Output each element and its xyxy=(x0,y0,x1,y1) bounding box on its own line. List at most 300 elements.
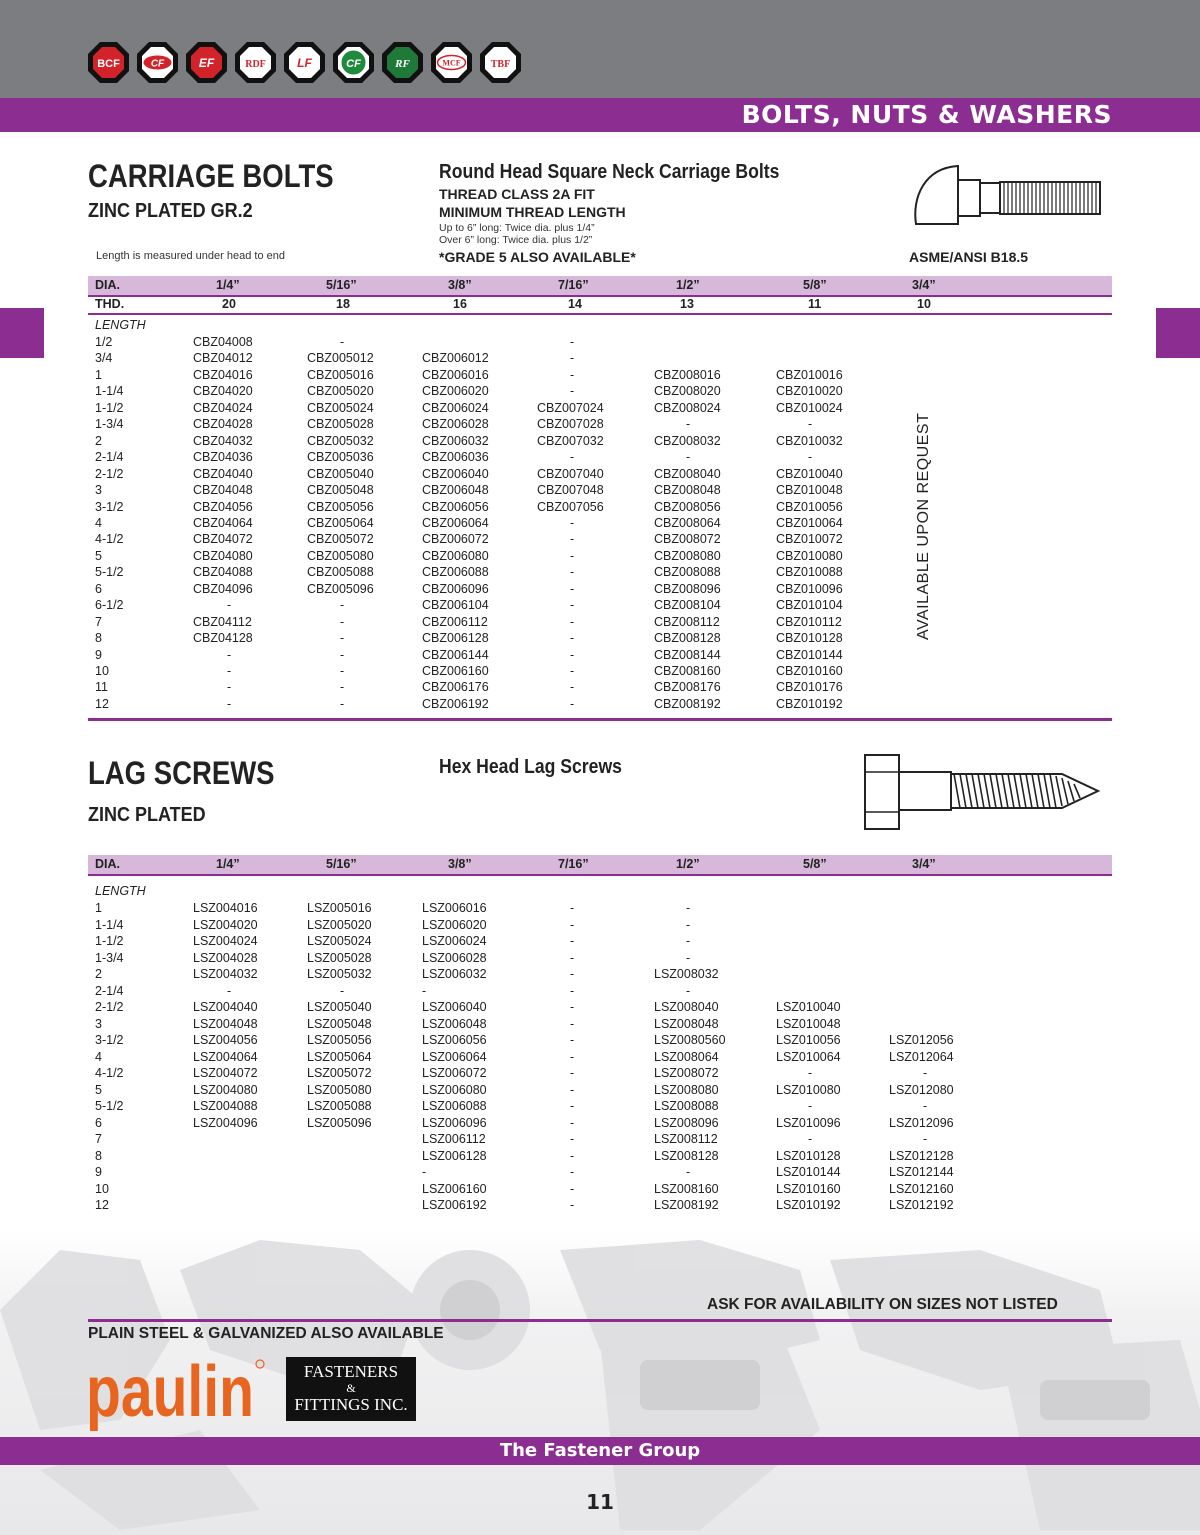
part-number-cell: LSZ006064 xyxy=(422,1049,487,1064)
part-number-cell: LSZ004040 xyxy=(193,1000,258,1014)
part-number-cell: CBZ04040 xyxy=(193,466,253,481)
part-number-cell: - xyxy=(570,598,575,613)
dia-header-cell: 3/8” xyxy=(448,857,472,871)
part-number-cell: - xyxy=(570,1066,575,1080)
part-number-cell: LSZ006024 xyxy=(422,934,487,948)
length-cell: 2 xyxy=(95,967,102,981)
part-number-cell: CBZ010024 xyxy=(776,400,843,415)
part-number-cell: CBZ04072 xyxy=(193,532,253,547)
part-number-cell: - xyxy=(570,680,575,695)
part-number-cell: LSZ006048 xyxy=(422,1016,487,1031)
part-number-cell: LSZ005024 xyxy=(307,934,372,948)
part-number-cell: CBZ006032 xyxy=(422,433,489,448)
part-number-cell: CBZ008088 xyxy=(654,565,721,580)
part-number-cell: LSZ010056 xyxy=(776,1033,841,1047)
part-number-cell: CBZ010176 xyxy=(776,680,843,695)
part-number-cell: CBZ04064 xyxy=(193,515,253,530)
part-number-cell: CBZ005088 xyxy=(307,565,374,580)
length-cell: 6 xyxy=(95,581,102,596)
part-number-cell: LSZ012080 xyxy=(889,1082,954,1097)
part-number-cell: LSZ004028 xyxy=(193,950,258,965)
svg-text:CF: CF xyxy=(150,58,165,70)
thd-header-cell: 20 xyxy=(222,297,236,311)
part-number-cell: CBZ04012 xyxy=(193,351,253,366)
part-number-cell: LSZ006028 xyxy=(422,950,487,965)
length-cell: 2-1/4 xyxy=(95,983,124,998)
length-cell: 4 xyxy=(95,515,102,530)
part-number-cell: LSZ004072 xyxy=(193,1066,258,1080)
part-number-cell: LSZ010064 xyxy=(776,1049,841,1064)
part-number-cell: - xyxy=(422,1165,427,1179)
part-number-cell: CBZ04008 xyxy=(193,335,253,349)
part-number-cell: - xyxy=(570,384,575,399)
part-number-cell: - xyxy=(808,1066,813,1080)
svg-text:LF: LF xyxy=(297,56,312,70)
length-cell: 3 xyxy=(95,1016,102,1031)
part-number-cell: CBZ006128 xyxy=(422,631,489,646)
part-number-cell: LSZ010040 xyxy=(776,1000,841,1014)
part-number-cell: CBZ006024 xyxy=(422,400,489,415)
part-number-cell: LSZ006020 xyxy=(422,917,487,932)
part-number-cell: - xyxy=(686,917,691,932)
part-number-cell: CBZ005080 xyxy=(307,548,374,563)
standard-label: ASME/ANSI B18.5 xyxy=(909,249,1029,265)
part-number-cell: LSZ012192 xyxy=(889,1198,954,1212)
length-cell: 5-1/2 xyxy=(95,1099,124,1113)
page-number: 11 xyxy=(586,1490,614,1514)
thd-label: THD. xyxy=(95,297,125,311)
part-number-cell: LSZ005020 xyxy=(307,917,372,932)
part-number-cell: - xyxy=(340,664,345,678)
carriage-bolt-icon xyxy=(910,158,1110,238)
part-number-cell: CBZ04028 xyxy=(193,417,253,432)
part-number-cell: LSZ012064 xyxy=(889,1049,954,1064)
part-number-cell: LSZ006088 xyxy=(422,1099,487,1113)
length-cell: 10 xyxy=(95,664,109,678)
part-number-cell: LSZ005096 xyxy=(307,1115,372,1130)
part-number-cell: LSZ008040 xyxy=(654,1000,719,1014)
part-number-cell: - xyxy=(570,614,575,629)
part-number-cell: LSZ008064 xyxy=(654,1049,719,1064)
svg-text:RF: RF xyxy=(395,58,410,70)
part-number-cell: LSZ004064 xyxy=(193,1049,258,1064)
side-tab-right xyxy=(1156,308,1200,358)
part-number-cell: LSZ006032 xyxy=(422,967,487,981)
section-bar xyxy=(0,98,1200,132)
part-number-cell: - xyxy=(686,450,691,465)
part-number-cell: CBZ005064 xyxy=(307,515,374,530)
part-number-cell: CBZ005056 xyxy=(307,499,374,514)
length-cell: 1-1/2 xyxy=(95,934,124,948)
dia-header-cell: 7/16” xyxy=(558,857,589,871)
length-cell: 1 xyxy=(95,367,102,382)
part-number-cell: LSZ012128 xyxy=(889,1148,954,1163)
part-number-cell: LSZ012096 xyxy=(889,1115,954,1130)
part-number-cell: CBZ010160 xyxy=(776,664,843,678)
part-number-cell: CBZ006080 xyxy=(422,548,489,563)
part-number-cell: CBZ04080 xyxy=(193,548,253,563)
part-number-cell: LSZ006128 xyxy=(422,1148,487,1163)
part-number-cell: CBZ008112 xyxy=(654,614,720,629)
paulin-logo xyxy=(86,1352,266,1432)
part-number-cell: LSZ010048 xyxy=(776,1016,841,1031)
part-number-cell: LSZ010144 xyxy=(776,1165,841,1179)
part-number-cell: CBZ04016 xyxy=(193,367,253,382)
part-number-cell: - xyxy=(340,680,345,695)
lag-screw-icon xyxy=(862,752,1102,832)
part-number-cell: CBZ04032 xyxy=(193,433,253,448)
length-cell: 10 xyxy=(95,1181,109,1196)
part-number-cell: LSZ010192 xyxy=(776,1198,841,1212)
part-number-cell: LSZ012144 xyxy=(889,1165,954,1179)
part-number-cell: CBZ008032 xyxy=(654,433,721,448)
length-cell: 12 xyxy=(95,696,109,711)
grade5-note: *GRADE 5 ALSO AVAILABLE* xyxy=(439,249,636,265)
length-label: LENGTH xyxy=(95,884,146,898)
part-number-cell: LSZ004032 xyxy=(193,967,258,981)
part-number-cell: CBZ008024 xyxy=(654,400,721,415)
part-number-cell: LSZ0080560 xyxy=(654,1033,726,1047)
length-cell: 5 xyxy=(95,548,102,563)
thd-header-cell: 18 xyxy=(336,297,350,311)
tbf-logo xyxy=(478,40,523,85)
part-number-cell: CBZ006160 xyxy=(422,664,489,678)
part-number-cell: LSZ008096 xyxy=(654,1115,719,1130)
part-number-cell: - xyxy=(570,917,575,932)
part-number-cell: - xyxy=(570,664,575,678)
part-number-cell: LSZ008072 xyxy=(654,1066,719,1080)
part-number-cell: - xyxy=(923,1099,928,1113)
length-cell: 6-1/2 xyxy=(95,598,124,613)
part-number-cell: LSZ006192 xyxy=(422,1198,487,1212)
svg-text:MCF: MCF xyxy=(442,58,461,68)
part-number-cell: LSZ004096 xyxy=(193,1115,258,1130)
part-number-cell: CBZ006012 xyxy=(422,351,489,366)
part-number-cell: - xyxy=(570,565,575,580)
part-number-cell: - xyxy=(570,1198,575,1212)
part-number-cell: LSZ008192 xyxy=(654,1198,719,1212)
length-cell: 3-1/2 xyxy=(95,499,124,514)
carriage-thd-divider xyxy=(88,313,1112,315)
part-number-cell: CBZ008080 xyxy=(654,548,721,563)
thd-header-cell: 10 xyxy=(917,297,931,311)
thd-header-cell: 11 xyxy=(808,297,822,311)
part-number-cell: LSZ006096 xyxy=(422,1115,487,1130)
part-number-cell: LSZ006016 xyxy=(422,901,487,915)
part-number-cell: - xyxy=(570,581,575,596)
length-cell: 4 xyxy=(95,1049,102,1064)
part-number-cell: LSZ006080 xyxy=(422,1082,487,1097)
part-number-cell: CBZ008192 xyxy=(654,696,721,711)
ff-logo-line1: FASTENERS xyxy=(303,1362,399,1381)
part-number-cell: - xyxy=(923,1066,928,1080)
length-cell: 1-3/4 xyxy=(95,950,124,965)
part-number-cell: CBZ005072 xyxy=(307,532,374,547)
part-number-cell: LSZ005072 xyxy=(307,1066,372,1080)
footer-group-name: The Fastener Group xyxy=(499,1440,701,1461)
length-cell: 3 xyxy=(95,483,102,498)
svg-text:TBF: TBF xyxy=(490,59,511,70)
part-number-cell: - xyxy=(570,1181,575,1196)
part-number-cell: CBZ006144 xyxy=(422,647,489,662)
part-number-cell: CBZ04112 xyxy=(193,614,252,629)
part-number-cell: CBZ005048 xyxy=(307,483,374,498)
part-number-cell: CBZ006016 xyxy=(422,367,489,382)
svg-text:CF: CF xyxy=(346,58,361,70)
part-number-cell: - xyxy=(570,983,575,998)
part-number-cell: - xyxy=(340,983,345,998)
part-number-cell: - xyxy=(570,934,575,948)
svg-text:RDF: RDF xyxy=(245,59,266,70)
part-number-cell: CBZ010112 xyxy=(776,614,842,629)
part-number-cell: LSZ008048 xyxy=(654,1016,719,1031)
part-number-cell: CBZ04020 xyxy=(193,384,253,399)
part-number-cell: - xyxy=(570,1165,575,1179)
part-number-cell: CBZ006048 xyxy=(422,483,489,498)
part-number-cell: LSZ008032 xyxy=(654,967,719,981)
length-cell: 12 xyxy=(95,1198,109,1212)
ff-logo-line2: FITTINGS INC. xyxy=(294,1395,408,1414)
dia-label: DIA. xyxy=(95,857,120,871)
part-number-cell: CBZ010020 xyxy=(776,384,843,399)
ff-logo-amp: & xyxy=(346,1381,356,1395)
part-number-cell: CBZ005040 xyxy=(307,466,374,481)
svg-text:EF: EF xyxy=(198,56,215,70)
part-number-cell: - xyxy=(340,598,345,613)
part-number-cell: CBZ006112 xyxy=(422,614,488,629)
part-number-cell: CBZ010128 xyxy=(776,631,843,646)
length-cell: 2-1/2 xyxy=(95,1000,124,1014)
part-number-cell: - xyxy=(570,548,575,563)
lf-logo xyxy=(282,40,327,85)
part-number-cell: CBZ005016 xyxy=(307,367,374,382)
part-number-cell: CBZ010016 xyxy=(776,367,843,382)
length-cell: 7 xyxy=(95,1132,102,1146)
part-number-cell: - xyxy=(808,1099,813,1113)
part-number-cell: CBZ008040 xyxy=(654,466,721,481)
carriage-title: CARRIAGE BOLTS xyxy=(88,158,334,194)
part-number-cell: - xyxy=(570,1115,575,1130)
part-number-cell: - xyxy=(570,696,575,711)
part-number-cell: LSZ006056 xyxy=(422,1033,487,1047)
part-number-cell: CBZ005020 xyxy=(307,384,374,399)
length-cell: 8 xyxy=(95,1148,102,1163)
part-number-cell: - xyxy=(570,335,575,349)
part-number-cell: LSZ008112 xyxy=(654,1132,718,1146)
part-number-cell: CBZ010048 xyxy=(776,483,843,498)
part-number-cell: LSZ005080 xyxy=(307,1082,372,1097)
svg-text:BCF: BCF xyxy=(97,58,120,70)
length-cell: 9 xyxy=(95,647,102,662)
part-number-cell: - xyxy=(570,1132,575,1146)
part-number-cell: - xyxy=(570,1049,575,1064)
part-number-cell: LSZ005028 xyxy=(307,950,372,965)
part-number-cell: CBZ007048 xyxy=(537,483,604,498)
part-number-cell: CBZ006040 xyxy=(422,466,489,481)
part-number-cell: CBZ008128 xyxy=(654,631,721,646)
part-number-cell: - xyxy=(570,950,575,965)
part-number-cell: - xyxy=(570,967,575,981)
brand-logos xyxy=(86,40,523,85)
part-number-cell: - xyxy=(686,417,691,432)
dia-header-cell: 3/4” xyxy=(912,857,936,871)
part-number-cell: - xyxy=(340,647,345,662)
part-number-cell: CBZ04056 xyxy=(193,499,253,514)
part-number-cell: LSZ008160 xyxy=(654,1181,719,1196)
length-cell: 2-1/2 xyxy=(95,466,124,481)
lag-dia-header xyxy=(88,855,1112,874)
part-number-cell: LSZ010128 xyxy=(776,1148,841,1163)
dia-header-cell: 1/2” xyxy=(676,278,700,292)
part-number-cell: LSZ010160 xyxy=(776,1181,841,1196)
part-number-cell: - xyxy=(686,934,691,948)
dia-header-cell: 5/8” xyxy=(803,857,827,871)
length-cell: 8 xyxy=(95,631,102,646)
part-number-cell: CBZ006104 xyxy=(422,598,489,613)
carriage-dia-header xyxy=(88,276,1112,295)
part-number-cell: - xyxy=(570,631,575,646)
rdf-logo xyxy=(233,40,278,85)
length-cell: 4-1/2 xyxy=(95,532,124,547)
dia-header-cell: 5/8” xyxy=(803,278,827,292)
part-number-cell: LSZ004020 xyxy=(193,917,258,932)
length-cell: 3/4 xyxy=(95,351,113,366)
part-number-cell: CBZ008072 xyxy=(654,532,721,547)
dia-header-cell: 3/8” xyxy=(448,278,472,292)
part-number-cell: LSZ004056 xyxy=(193,1033,258,1047)
part-number-cell: - xyxy=(340,696,345,711)
part-number-cell: CBZ010032 xyxy=(776,433,843,448)
min-thread-length: MINIMUM THREAD LENGTH xyxy=(439,204,626,220)
part-number-cell: LSZ006040 xyxy=(422,1000,487,1014)
part-number-cell: LSZ010096 xyxy=(776,1115,841,1130)
part-number-cell: LSZ005088 xyxy=(307,1099,372,1113)
part-number-cell: - xyxy=(340,614,345,629)
part-number-cell: CBZ005012 xyxy=(307,351,374,366)
part-number-cell: CBZ008048 xyxy=(654,483,721,498)
part-number-cell: CBZ04096 xyxy=(193,581,253,596)
thd-header-cell: 13 xyxy=(680,297,694,311)
part-number-cell: LSZ012056 xyxy=(889,1033,954,1047)
part-number-cell: - xyxy=(340,335,345,349)
part-number-cell: CBZ010088 xyxy=(776,565,843,580)
carriage-section-end xyxy=(88,718,1112,721)
part-number-cell: LSZ005048 xyxy=(307,1016,372,1031)
part-number-cell: - xyxy=(570,1016,575,1031)
part-number-cell: LSZ006160 xyxy=(422,1181,487,1196)
part-number-cell: - xyxy=(227,598,232,613)
length-cell: 9 xyxy=(95,1165,102,1179)
ef-logo xyxy=(184,40,229,85)
cf-logo xyxy=(135,40,180,85)
thd-header-cell: 14 xyxy=(568,297,582,311)
part-number-cell: CBZ04036 xyxy=(193,450,253,465)
side-tab-left xyxy=(0,308,44,358)
length-cell: 1-3/4 xyxy=(95,417,124,432)
lag-subtitle: ZINC PLATED xyxy=(88,804,206,826)
ask-availability-note: ASK FOR AVAILABILITY ON SIZES NOT LISTED xyxy=(707,1296,1058,1313)
available-upon-request: AVAILABLE UPON REQUEST xyxy=(915,412,932,640)
part-number-cell: CBZ010056 xyxy=(776,499,843,514)
lag-header-divider xyxy=(88,874,1112,876)
length-cell: 1-1/4 xyxy=(95,917,124,932)
part-number-cell: CBZ008176 xyxy=(654,680,721,695)
part-number-cell: LSZ004024 xyxy=(193,934,258,948)
footer-divider xyxy=(88,1319,1112,1322)
svg-text:paulin: paulin xyxy=(86,1352,254,1432)
rf-logo xyxy=(380,40,425,85)
part-number-cell: LSZ012160 xyxy=(889,1181,954,1196)
footer-bar xyxy=(0,1437,1200,1465)
part-number-cell: CBZ010104 xyxy=(776,598,843,613)
part-number-cell: CBZ006088 xyxy=(422,565,489,580)
part-number-cell: - xyxy=(227,696,232,711)
part-number-cell: - xyxy=(686,1165,691,1179)
part-number-cell: - xyxy=(570,1082,575,1097)
part-number-cell: CBZ007032 xyxy=(537,433,604,448)
part-number-cell: - xyxy=(422,983,427,998)
part-number-cell: - xyxy=(923,1132,928,1146)
length-cell: 2 xyxy=(95,433,102,448)
carriage-product-title: Round Head Square Neck Carriage Bolts xyxy=(439,161,780,183)
part-number-cell: LSZ006072 xyxy=(422,1066,487,1080)
thread-rule-up-to: Up to 6” long: Twice dia. plus 1/4” xyxy=(439,222,595,234)
part-number-cell: CBZ010096 xyxy=(776,581,843,596)
part-number-cell: CBZ005096 xyxy=(307,581,374,596)
part-number-cell: CBZ005036 xyxy=(307,450,374,465)
part-number-cell: LSZ004088 xyxy=(193,1099,258,1113)
part-number-cell: CBZ006036 xyxy=(422,450,489,465)
part-number-cell: CBZ010080 xyxy=(776,548,843,563)
part-number-cell: - xyxy=(570,1148,575,1163)
part-number-cell: - xyxy=(570,1099,575,1113)
part-number-cell: - xyxy=(570,351,575,366)
part-number-cell: CBZ006192 xyxy=(422,696,489,711)
thread-rule-over: Over 6” long: Twice dia. plus 1/2” xyxy=(439,234,593,246)
mcf-logo xyxy=(429,40,474,85)
part-number-cell: - xyxy=(227,647,232,662)
part-number-cell: CBZ008064 xyxy=(654,515,721,530)
lag-title: LAG SCREWS xyxy=(88,755,275,791)
lag-product-title: Hex Head Lag Screws xyxy=(439,756,622,778)
length-cell: 2-1/4 xyxy=(95,450,124,465)
part-number-cell: CBZ006072 xyxy=(422,532,489,547)
part-number-cell: - xyxy=(808,450,813,465)
part-number-cell: LSZ008088 xyxy=(654,1099,719,1113)
part-number-cell: - xyxy=(686,983,691,998)
part-number-cell: CBZ010144 xyxy=(776,647,843,662)
part-number-cell: CBZ04128 xyxy=(193,631,253,646)
length-cell: 7 xyxy=(95,614,102,629)
length-cell: 1-1/2 xyxy=(95,400,124,415)
part-number-cell: CBZ010072 xyxy=(776,532,843,547)
part-number-cell: CBZ006096 xyxy=(422,581,489,596)
dia-header-cell: 3/4” xyxy=(912,278,936,292)
part-number-cell: LSZ005040 xyxy=(307,1000,372,1014)
part-number-cell: LSZ005032 xyxy=(307,967,372,981)
part-number-cell: CBZ006176 xyxy=(422,680,489,695)
part-number-cell: LSZ005016 xyxy=(307,901,372,915)
part-number-cell: CBZ008096 xyxy=(654,581,721,596)
part-number-cell: - xyxy=(570,515,575,530)
length-cell: 4-1/2 xyxy=(95,1066,124,1080)
length-cell: 1/2 xyxy=(95,335,113,349)
part-number-cell: CBZ010064 xyxy=(776,515,843,530)
length-cell: 1-1/4 xyxy=(95,384,124,399)
part-number-cell: - xyxy=(808,1132,813,1146)
section-title: BOLTS, NUTS & WASHERS xyxy=(741,100,1112,129)
part-number-cell: CBZ007056 xyxy=(537,499,604,514)
